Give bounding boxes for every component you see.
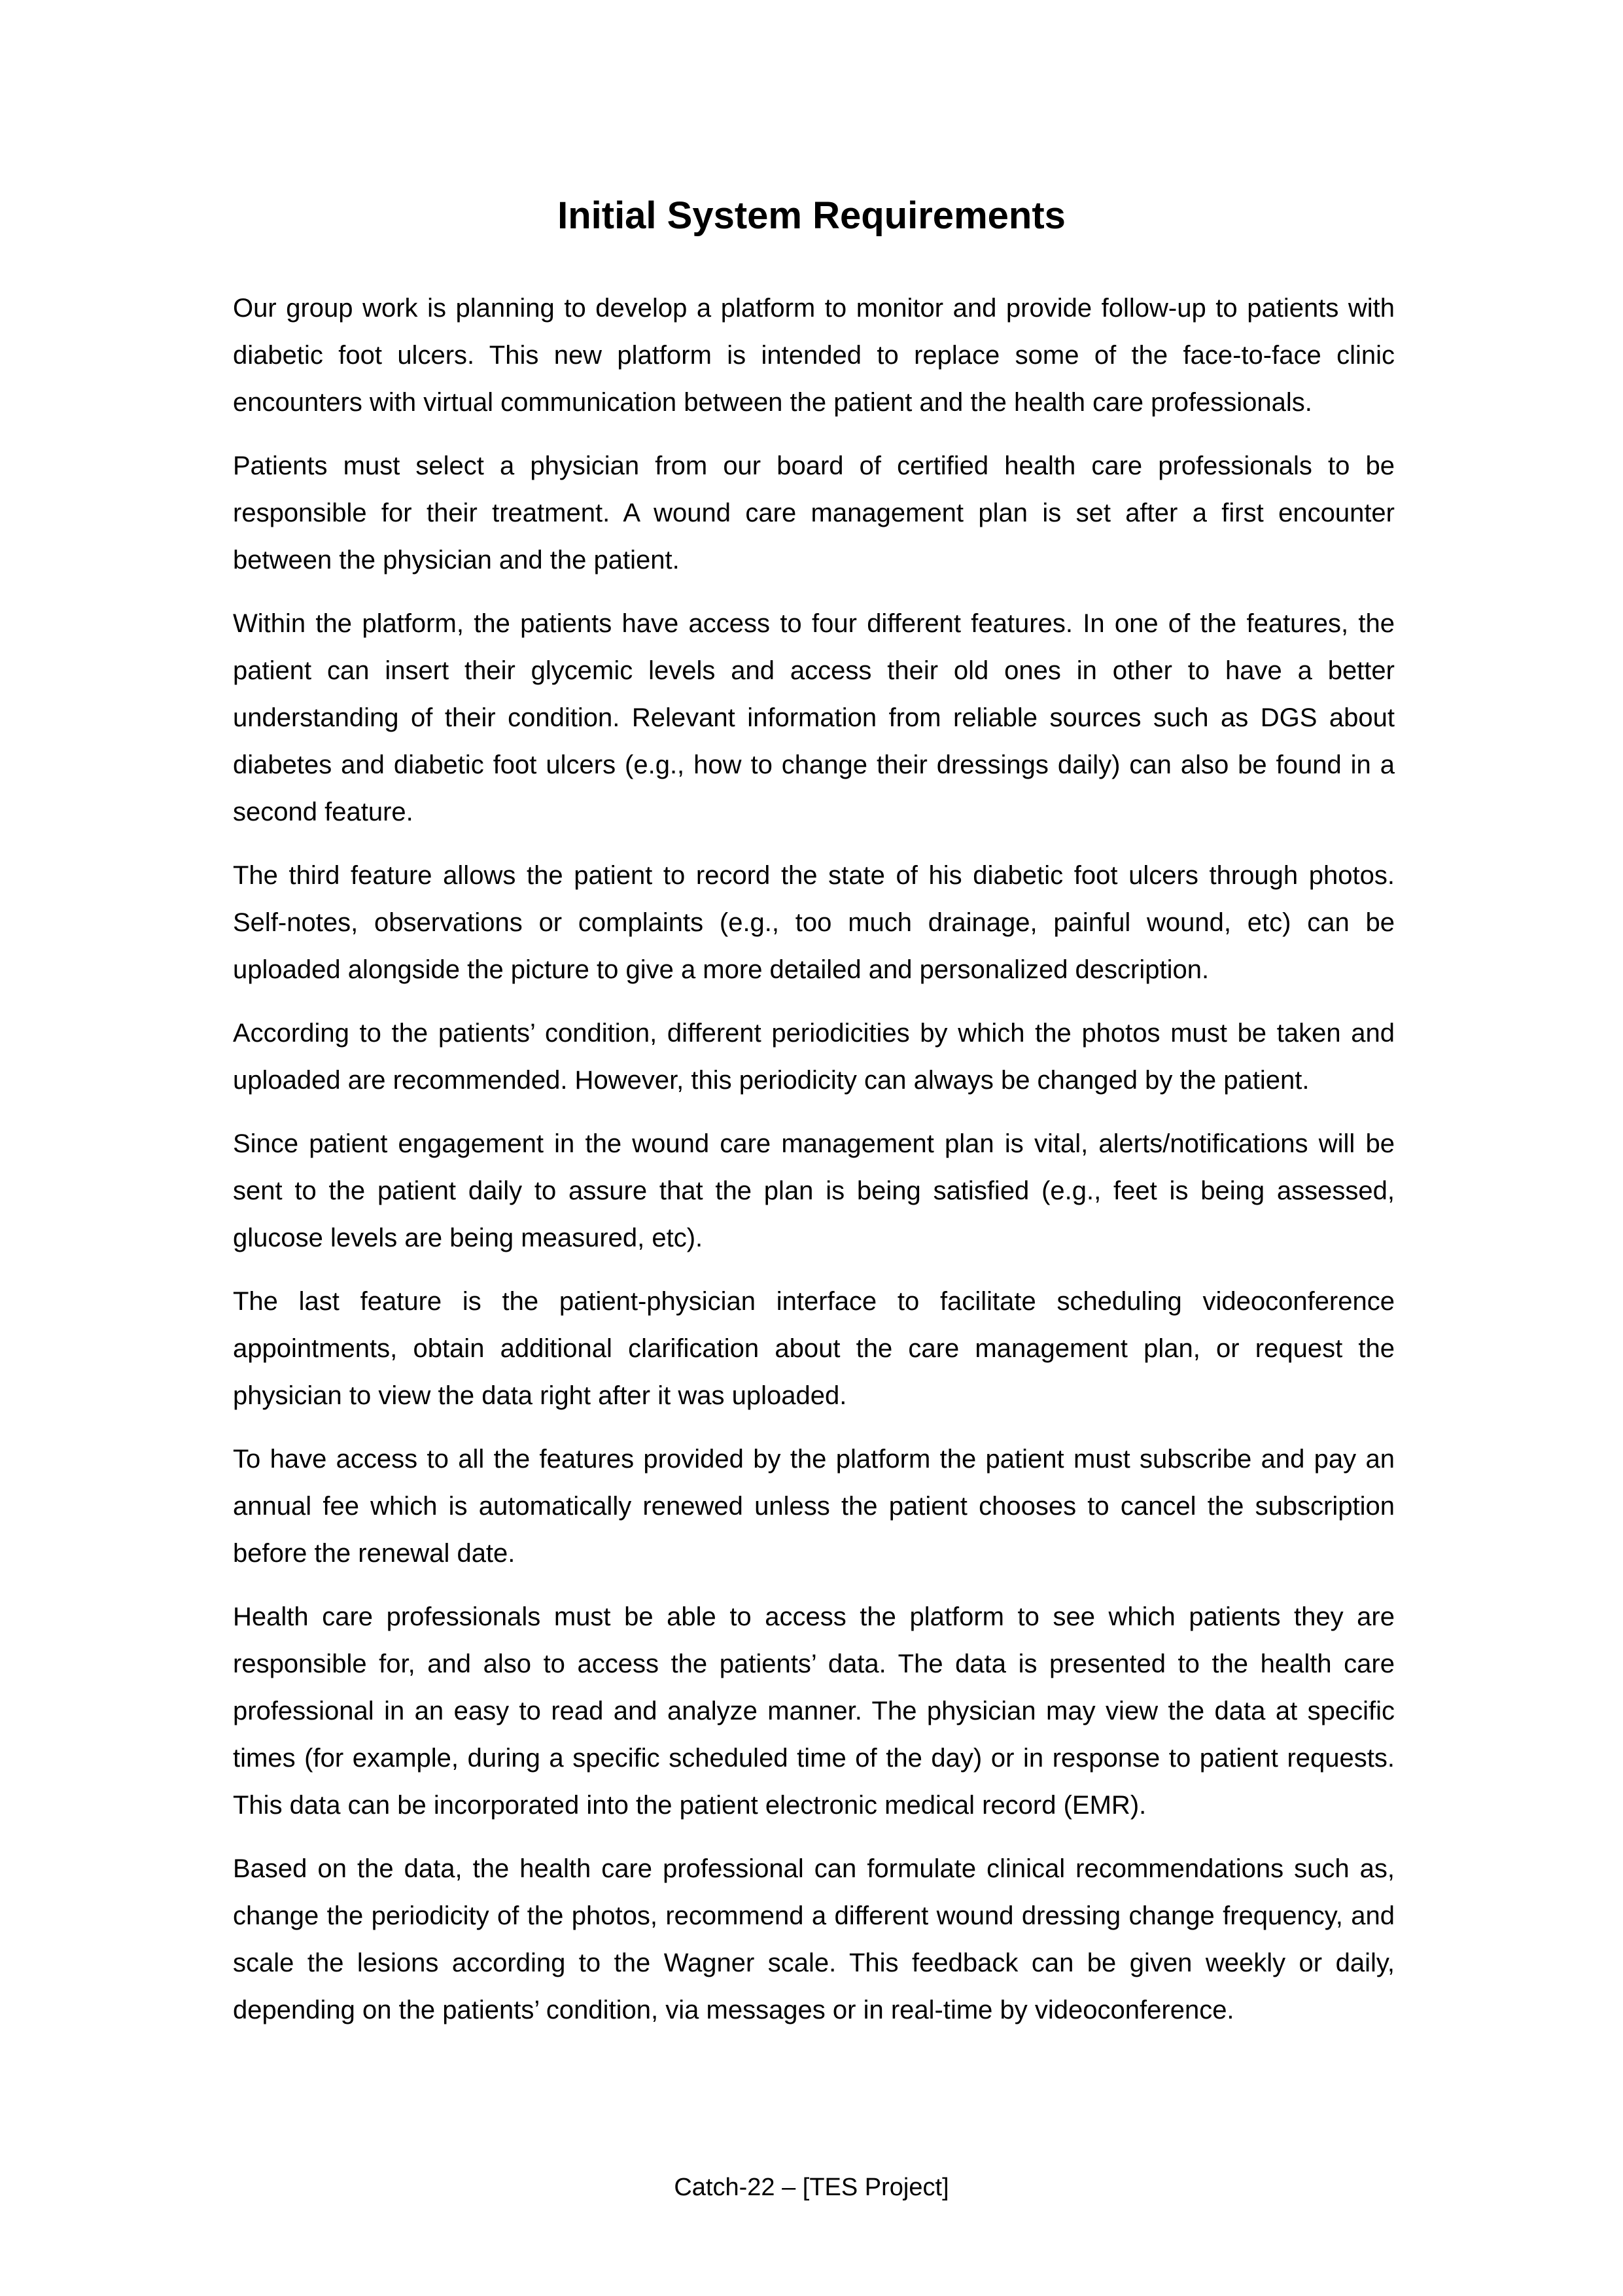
paragraph-periodicity: According to the patients’ condition, different periodicities by which the photos must be taken and uploaded are recommended. However, this periodicity can always be changed by the patient. bbox=[233, 1019, 1395, 1095]
paragraph-recommendations: Based on the data, the health care professional can formulate clinical recommendations such as, change the periodicity of the photos, recommend a different wound dressing change frequency, and scale the lesions according to the Wagner scale. This feedback can be given weekly or daily, depending on the patients’ condition, via messages or in real-time by videoconference. bbox=[233, 1854, 1395, 2024]
paragraph-last-feature: The last feature is the patient-physician interface to facilitate scheduling videoconference appointments, obtain additional clarification about the care management plan, or request the physician to view the data right after it was uploaded. bbox=[233, 1287, 1395, 1410]
paragraph-intro: Our group work is planning to develop a platform to monitor and provide follow-up to patients with diabetic foot ulcers. This new platform is intended to replace some of the face-to-face clinic encounters with virtual communication between the patient and the health care professionals. bbox=[233, 294, 1395, 417]
paragraph-features: Within the platform, the patients have access to four different features. In one of the features, the patient can insert their glycemic levels and access their old ones in other to have a better understanding of their condition. Relevant information from reliable sources such as DGS about diabetes and diabetic foot ulcers (e.g., how to change their dressings daily) can also be found in a second feature. bbox=[233, 609, 1395, 826]
paragraph-notifications: Since patient engagement in the wound care management plan is vital, alerts/notifications will be sent to the patient daily to assure that the plan is being satisfied (e.g., feet is being assessed, glucose levels are being measured, etc). bbox=[233, 1129, 1395, 1252]
document-body bbox=[233, 285, 1395, 2050]
paragraph-third-feature: The third feature allows the patient to record the state of his diabetic foot ulcers through photos. Self-notes, observations or complaints (e.g., too much drainage, painful wound, etc) can be uploaded alongside the picture to give a more detailed and personalized description. bbox=[233, 861, 1395, 984]
paragraph-physician-selection: Patients must select a physician from our board of certified health care professionals to be responsible for their treatment. A wound care management plan is set after a first encounter between the physician and the patient. bbox=[233, 451, 1395, 574]
paragraph-professionals: Health care professionals must be able to access the platform to see which patients they are responsible for, and also to access the patients’ data. The data is presented to the health care professional in an easy to read and analyze manner. The physician may view the data at specific times (for example, during a specific scheduled time of the day) or in response to patient requests. This data can be incorporated into the patient electronic medical record (EMR). bbox=[233, 1602, 1395, 1820]
paragraph-subscription: To have access to all the features provided by the platform the patient must subscribe and pay an annual fee which is automatically renewed unless the patient chooses to cancel the subscription before the renewal date. bbox=[233, 1445, 1395, 1568]
page-footer: Catch-22 – [TES Project] bbox=[674, 2174, 949, 2201]
page-title: Initial System Requirements bbox=[557, 194, 1066, 237]
